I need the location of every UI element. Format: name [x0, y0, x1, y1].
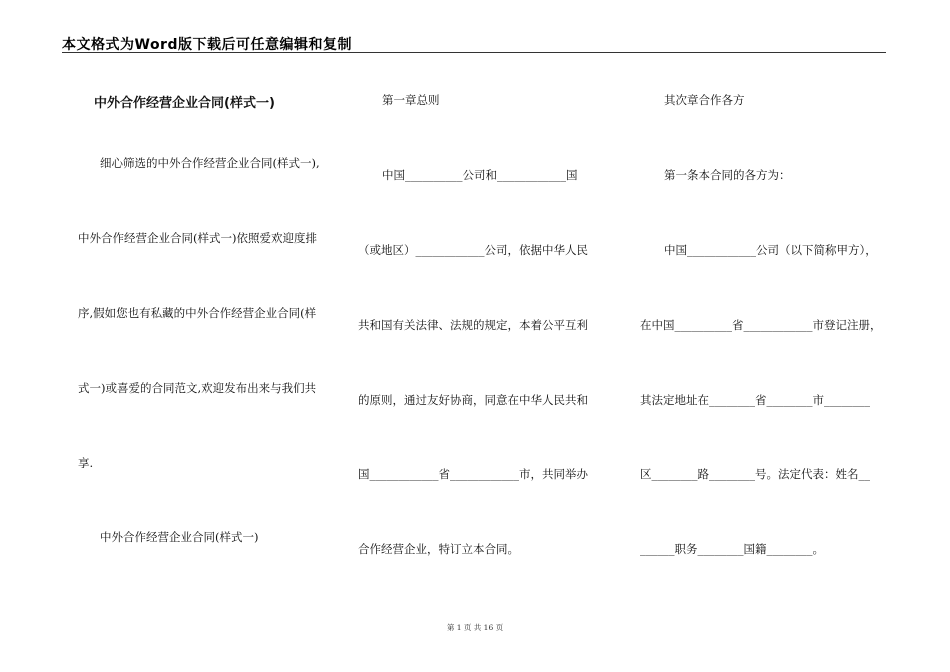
document-header-title: 本文格式为Word版下载后可任意编辑和复制 — [62, 37, 352, 53]
paragraph-line: 在中国__________省____________市登记注册， — [640, 318, 882, 332]
chapter-heading: 第一章总则 — [382, 93, 440, 107]
paragraph-line: 合作经营企业，特订立本合同。 — [358, 542, 519, 556]
paragraph-line: 细心筛选的中外合作经营企业合同(样式一), — [100, 156, 320, 170]
contract-subtitle: 中外合作经营企业合同(样式一) — [100, 530, 259, 544]
paragraph-line: 中国__________公司和____________国 — [382, 168, 578, 182]
paragraph-line: 序,假如您也有私藏的中外合作经营企业合同(样 — [78, 306, 317, 320]
paragraph-line: 区________路________号。法定代表：姓名__ — [640, 467, 870, 481]
header-divider — [62, 52, 886, 53]
paragraph-line: 的原则，通过友好协商，同意在中华人民共和 — [358, 393, 588, 407]
paragraph-line: 中外合作经营企业合同(样式一)依照爱欢迎度排 — [78, 231, 317, 245]
paragraph-line: 其法定地址在________省________市________ — [640, 393, 870, 407]
paragraph-line: （或地区）____________公司，依据中华人民 — [358, 243, 588, 257]
page-number: 第 1 页 共 16 页 — [446, 623, 504, 632]
paragraph-line: 中国____________公司（以下简称甲方）， — [664, 243, 877, 257]
paragraph-line: 式一)或喜爱的合同范文,欢迎发布出来与我们共 — [78, 381, 317, 395]
paragraph-line: 第一条本合同的各方为： — [664, 168, 791, 182]
paragraph-line: 共和国有关法律、法规的规定，本着公平互利 — [358, 318, 588, 332]
paragraph-line: 享. — [78, 456, 94, 470]
chapter-heading: 其次章合作各方 — [664, 93, 745, 107]
paragraph-line: 国____________省____________市，共同举办 — [358, 467, 588, 481]
contract-title: 中外合作经营企业合同(样式一) — [94, 96, 275, 111]
paragraph-line: ______职务________国籍________。 — [640, 542, 824, 556]
